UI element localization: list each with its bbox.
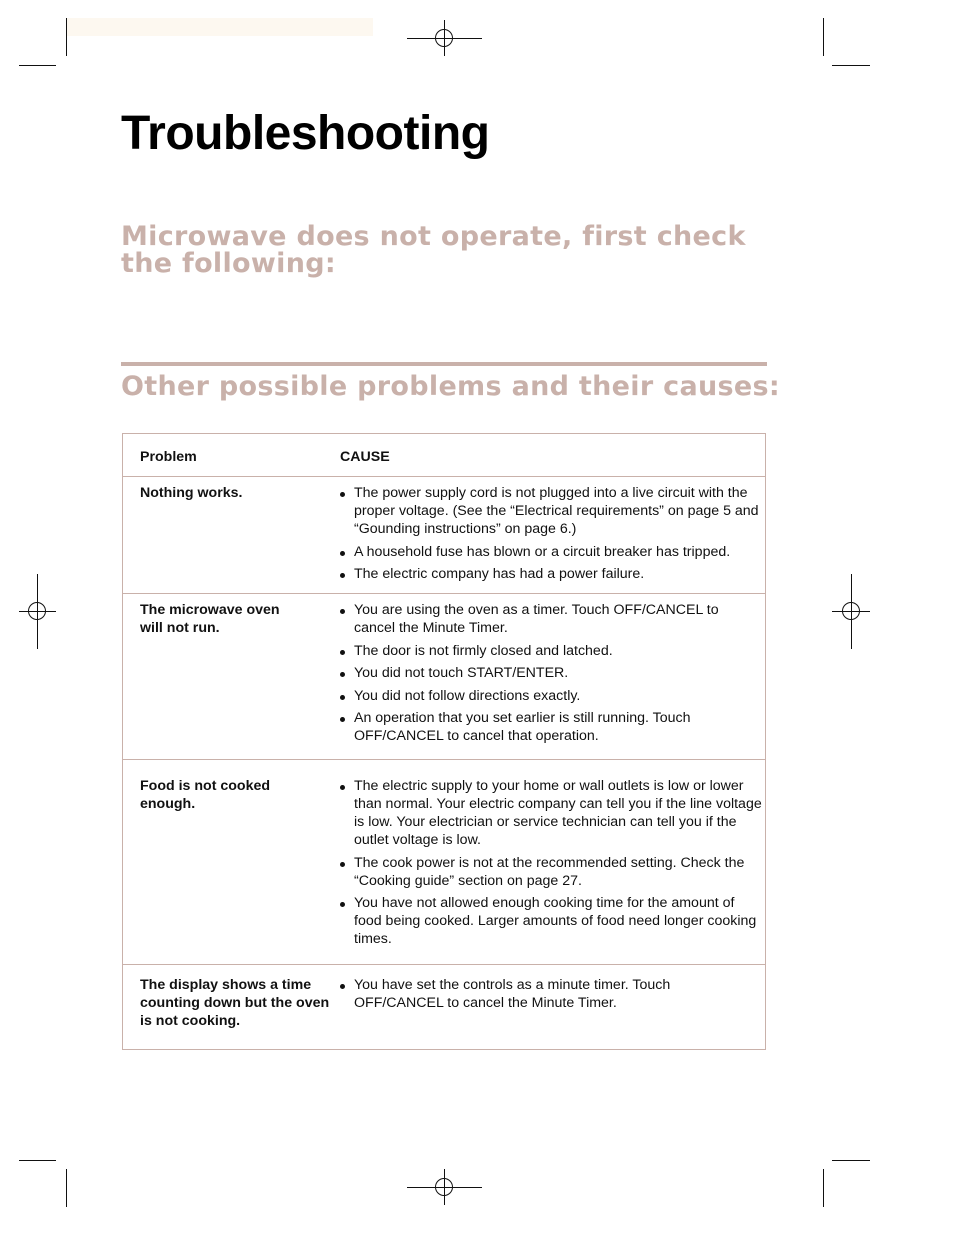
- table-row: [123, 965, 765, 1051]
- problem-column-header: Problem: [140, 449, 197, 465]
- table-header-row: [123, 434, 765, 477]
- section-heading-other-problems: Other possible problems and their causes:: [121, 371, 780, 402]
- cause-list: [339, 484, 759, 588]
- problem-cell: The microwave oven will not run.: [140, 602, 280, 636]
- cause-item: The cook power is not at the recommended setting. Check the “Cooking guide” section on page 27.: [339, 854, 763, 890]
- cause-item: You are using the oven as a timer. Touch OFF/CANCEL to cancel the Minute Timer.: [339, 601, 759, 637]
- table-row: [123, 477, 765, 594]
- cause-list: [339, 976, 759, 1017]
- cause-item: The electric supply to your home or wall outlets is low or lower than normal. Your electric company can tell you if the line voltage is low. Your electrician or service technician can tell you if the outlet voltage is low.: [339, 777, 763, 849]
- header-tint-strip: [67, 18, 373, 36]
- cause-list: [339, 777, 763, 953]
- cause-item: You did not follow directions exactly.: [339, 687, 759, 705]
- problem-cell: Food is not cooked enough.: [140, 778, 271, 812]
- cause-item: You did not touch START/ENTER.: [339, 664, 759, 682]
- table-row: [123, 760, 765, 965]
- cause-item: The electric company has had a power failure.: [339, 565, 759, 583]
- problem-cell: The display shows a time counting down but the oven is not cooking.: [140, 977, 330, 1029]
- section-heading-line-2: the following:: [121, 248, 336, 279]
- cause-item: An operation that you set earlier is still running. Touch OFF/CANCEL to cancel that operation.: [339, 709, 759, 745]
- cause-item: You have set the controls as a minute timer. Touch OFF/CANCEL to cancel the Minute Timer.: [339, 976, 759, 1012]
- cause-list: [339, 601, 759, 750]
- cause-item: A household fuse has blown or a circuit breaker has tripped.: [339, 543, 759, 561]
- cause-item: You have not allowed enough cooking time for the amount of food being cooked. Larger amounts of food need longer cooking times.: [339, 894, 763, 948]
- cause-item: The door is not firmly closed and latched.: [339, 642, 759, 660]
- cause-item: The power supply cord is not plugged into a live circuit with the proper voltage. (See the “Electrical requirements” on page 5 and “Gounding instructions” on page 6.): [339, 484, 759, 538]
- section-heading-check-first: [121, 223, 746, 277]
- section-heading-line-1: Microwave does not operate, first check: [121, 221, 746, 252]
- table-row: [123, 594, 765, 760]
- section-divider: [121, 362, 767, 366]
- page-title: Troubleshooting: [121, 107, 490, 160]
- problem-cell: Nothing works.: [140, 485, 243, 501]
- cause-column-header: CAUSE: [340, 449, 390, 465]
- troubleshooting-table: [122, 433, 766, 1050]
